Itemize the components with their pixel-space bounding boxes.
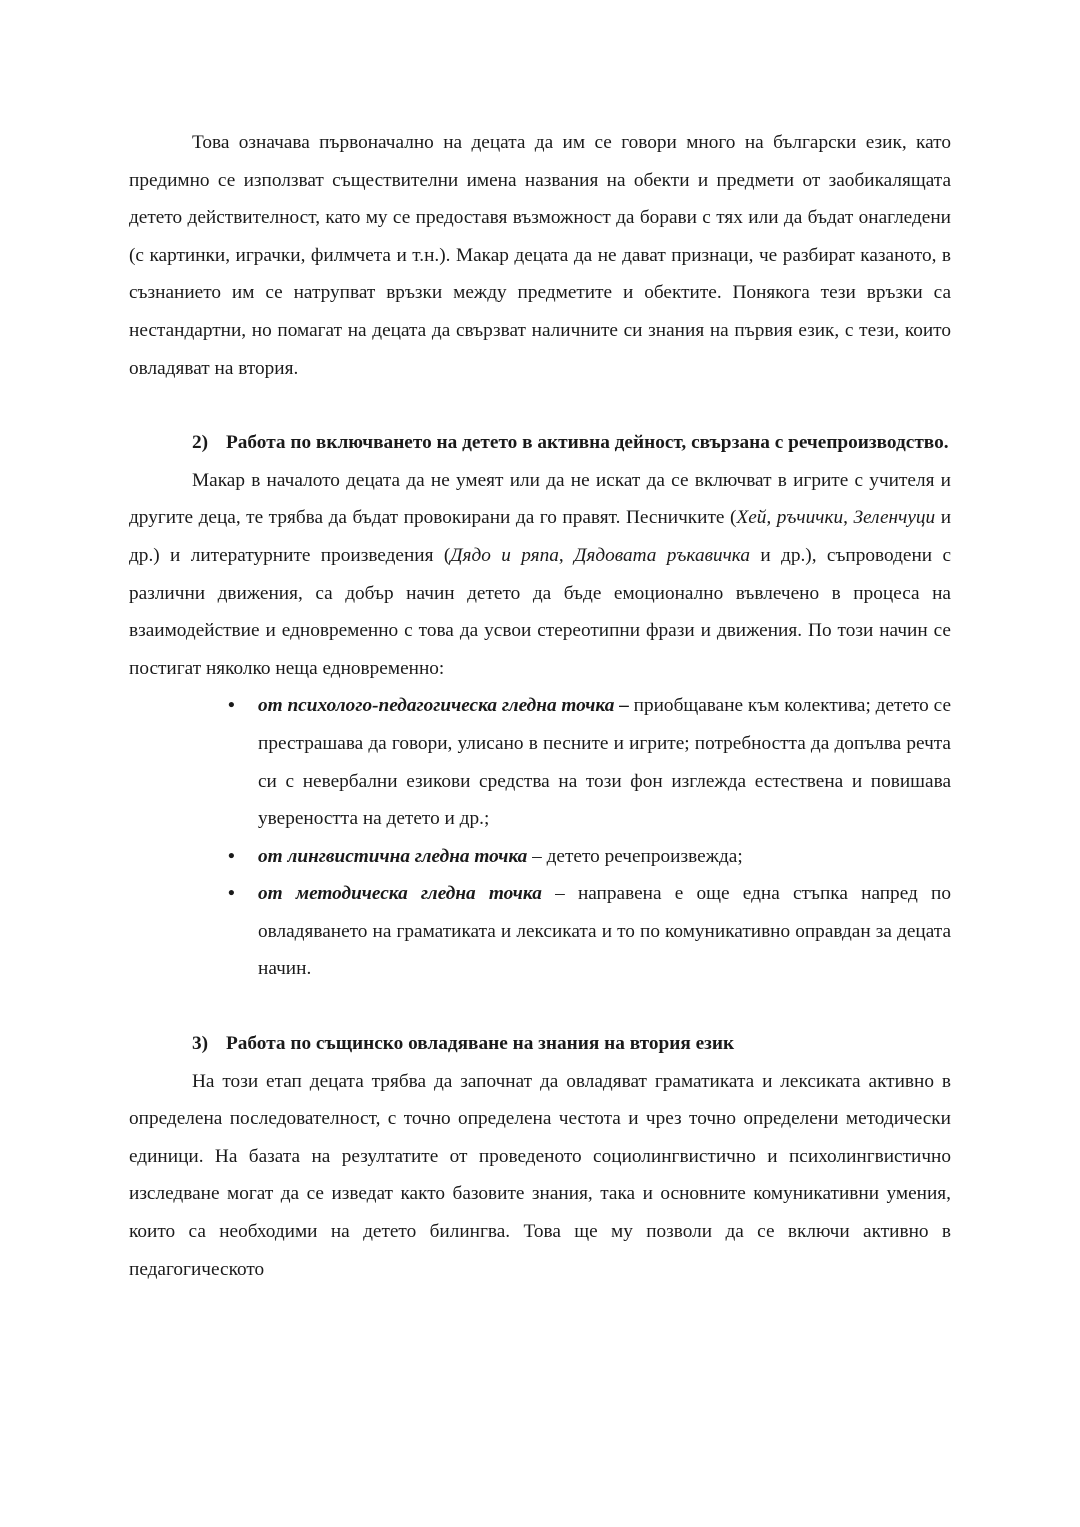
list-item — [228, 838, 951, 876]
list-item-dash: – — [614, 695, 634, 717]
section-3-title: Работа по същинско овладяване на знания на втория език — [226, 1033, 735, 1055]
spacer — [129, 988, 951, 1025]
paragraph-text: и др.) и литературните произведения ( — [129, 507, 952, 566]
section-3-heading — [192, 1025, 951, 1063]
intro-paragraph: Това означава първоначално на децата да им се говори много на български език, като предимно се използват съществителни имена названия на обекти и предмети от заобикалящата детето действителност, като му се предоставя възможност да борави с тях или да бъдат онагледени (с картинки, играчки, филмчета и т.н.). Макар децата да не дават признаци, че разбират казаното, в съзнанието им се натрупват връзки между предметите и обектите. Понякога тези връзки са нестандартни, но помагат на децата да свързват наличните си знания на първия език, с тези, които овладяват на втория. — [129, 132, 951, 379]
section-3-paragraph: На този етап децата трябва да започнат да овладяват граматиката и лексиката активно в определена последователност, с точно определена честота и чрез точно определени методически единици. На базата на резултатите от проведеното социолингвистично и психолингвистично изследване могат да се изведат както базовите знания, така и основните комуникативни умения, които са необходими на детето билингва. Това ще му позволи да се включи активно в педагогическото — [129, 1070, 951, 1280]
bullet-icon: • — [228, 845, 235, 867]
section-2-title: Работа по включването на детето в активна дейност, свързана с речепроизводство. — [226, 432, 949, 454]
list-item-dash: – — [527, 845, 547, 867]
spacer — [129, 387, 951, 424]
literary-work-title: Дядовата ръкавичка — [574, 544, 750, 566]
list-item-text: направена е още една стъпка напред по овладяването на граматиката и лексиката и то по комуникативно оправдан за децата начин. — [258, 883, 951, 980]
list-item-label: от лингвистична гледна точка — [258, 845, 528, 867]
bullet-icon: • — [228, 883, 235, 905]
list-item-text: приобщаване към колектива; детето се престрашава да говори, улисано в песните и игрите; потребността да допълва речта си с невербални езикови средства на този фон изглежда естествена и повишава увереността на детето и др.; — [258, 695, 952, 830]
benefits-list — [228, 687, 951, 988]
paragraph-text: и др.), съпроводени с различни движения, са добър начин детето да бъде емоционално въвлечено в процеса на взаимодействие и едновременно с това да усвои стереотипни фрази и движения. По този начин се постигат няколко неща едновременно: — [129, 544, 952, 679]
section-2-paragraph — [129, 462, 951, 688]
literary-work-title: Дядо и ряпа — [450, 544, 559, 566]
separator: , — [843, 507, 854, 529]
paragraph-text: Макар в началото децата да не умеят или да не искат да се включват в игрите с учителя и другите деца, те трябва да бъдат провокирани да го правят. Песничките ( — [129, 469, 951, 529]
page-content — [129, 124, 951, 1288]
list-item-label: от психолого-педагогическа гледна точка — [258, 695, 615, 717]
list-item-dash: – — [541, 883, 578, 905]
list-item-label: от методическа гледна точка — [258, 883, 542, 905]
section-2-number: 2) — [192, 432, 209, 454]
section-2-heading — [192, 424, 951, 462]
list-item — [228, 875, 951, 988]
separator: , — [558, 544, 575, 566]
list-item — [228, 687, 951, 837]
bullet-icon: • — [228, 695, 235, 717]
section-3-number: 3) — [192, 1033, 209, 1055]
song-title: Зеленчуци — [853, 507, 936, 529]
song-title: Хей, ръчички — [736, 507, 844, 529]
list-item-text: детето речепроизвежда; — [546, 845, 743, 867]
